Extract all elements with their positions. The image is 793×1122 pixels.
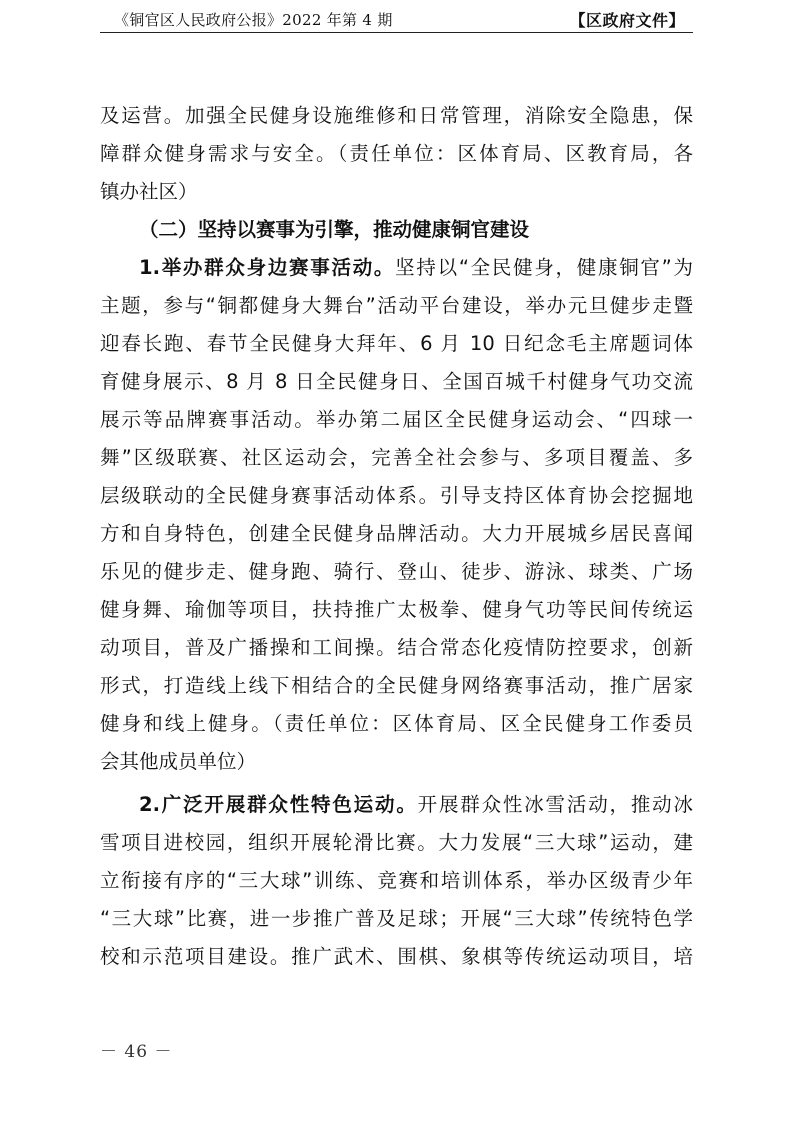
body-line: 健身和线上健身。（责任单位：区体育局、区全民健身工作委员	[100, 712, 693, 735]
body-line: 舞”区级联赛、社区运动会，完善全社会参与、多项目覆盖、多	[100, 446, 693, 469]
body-line: 校和示范项目建设。推广武术、围棋、象棋等传统运动项目，培	[100, 945, 693, 968]
body-line: 展示等品牌赛事活动。举办第二届区全民健身运动会、“四球一	[100, 408, 693, 431]
body-line: 及运营。加强全民健身设施维修和日常管理，消除安全隐患，保	[100, 104, 693, 127]
item-1-intro: 坚持以“全民健身，健康铜官”为	[395, 256, 693, 279]
body-line: 障群众健身需求与安全。（责任单位：区体育局、区教育局，各	[100, 142, 693, 165]
body-line: 动项目，普及广播操和工间操。结合常态化疫情防控要求，创新	[100, 636, 693, 659]
item-1-title: 1.举办群众身边赛事活动。	[139, 256, 396, 279]
page-header	[100, 4, 693, 33]
body-line: 健身舞、瑜伽等项目，扶持推广太极拳、健身气功等民间传统运	[100, 598, 693, 621]
body-line: 镇办社区）	[100, 180, 198, 203]
body-line: 主题，参与“铜都健身大舞台”活动平台建设，举办元旦健步走暨	[100, 294, 693, 317]
section-label: 【区政府文件】	[569, 11, 685, 30]
body-line: “三大球”比赛，进一步推广普及足球；开展“三大球”传统特色学	[100, 907, 693, 930]
publication-title: 《铜官区人民政府公报》2022 年第 4 期	[114, 11, 393, 29]
body-line: 会其他成员单位）	[100, 750, 257, 773]
page-number: － 46 －	[100, 1042, 173, 1062]
section-heading: （二）坚持以赛事为引擎，推动健康铜官建设	[139, 218, 530, 241]
body-line: 育健身展示、8 月 8 日全民健身日、全国百城千村健身气功交流	[100, 370, 693, 393]
body-line: 方和自身特色，创建全民健身品牌活动。大力开展城乡居民喜闻	[100, 522, 693, 545]
body-line: 迎春长跑、春节全民健身大拜年、6 月 10 日纪念毛主席题词体	[100, 332, 693, 355]
item-2-intro: 开展群众性冰雪活动，推动冰	[417, 793, 693, 816]
item-2-first-line	[100, 786, 693, 824]
body-line: 形式，打造线上线下相结合的全民健身网络赛事活动，推广居家	[100, 674, 693, 697]
item-1-first-line	[100, 249, 693, 287]
body-line: 雪项目进校园，组织开展轮滑比赛。大力发展“三大球”运动，建	[100, 831, 693, 854]
item-2-title: 2.广泛开展群众性特色运动。	[139, 793, 418, 816]
body-line: 乐见的健步走、健身跑、骑行、登山、徒步、游泳、球类、广场	[100, 560, 693, 583]
document-body	[100, 97, 693, 976]
body-line: 层级联动的全民健身赛事活动体系。引导支持区体育协会挖掘地	[100, 484, 693, 507]
body-line: 立衔接有序的“三大球”训练、竞赛和培训体系，举办区级青少年	[100, 869, 693, 892]
